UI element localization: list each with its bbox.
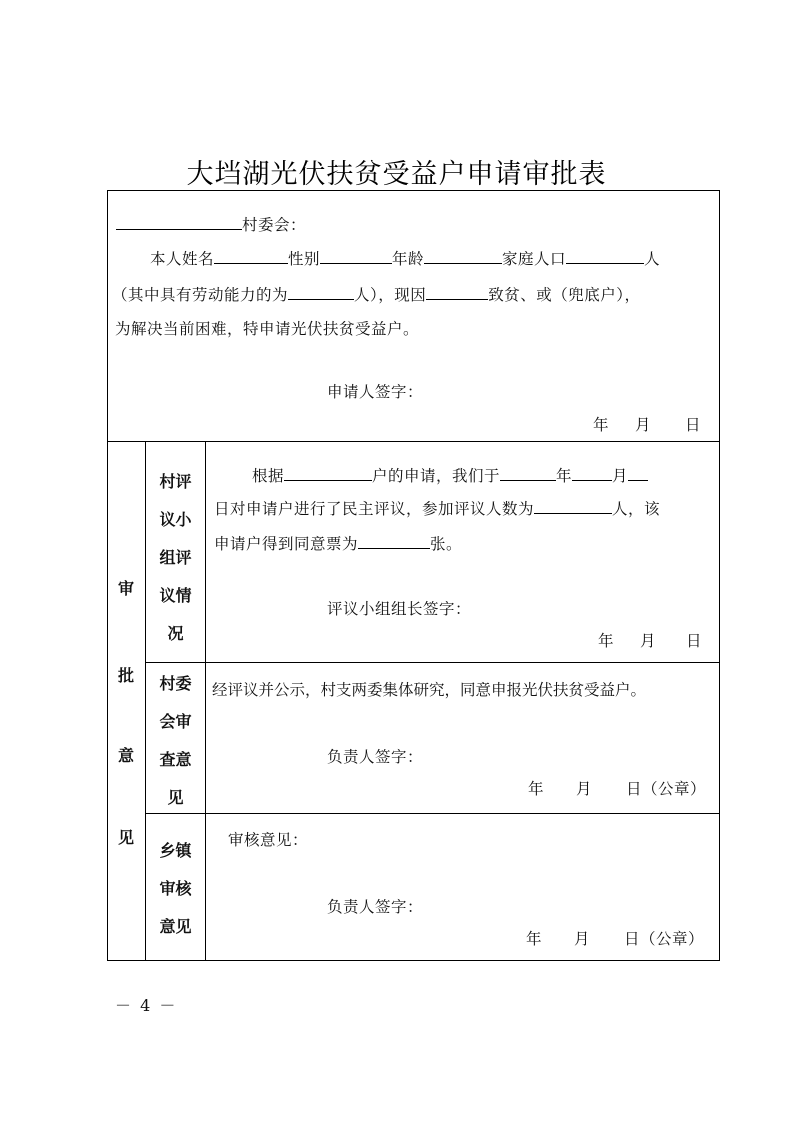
page-title: 大垱湖光伏扶贫受益户申请审批表 bbox=[186, 159, 607, 190]
date-month: 月 bbox=[574, 930, 591, 948]
committee-review-label-1: 村委 bbox=[159, 674, 192, 693]
purpose-line: 为解决当前困难，特申请光伏扶贫受益户。 bbox=[115, 320, 420, 338]
labor-suffix: 致贫、或（兜底户）， bbox=[488, 286, 641, 304]
participants-blank[interactable] bbox=[534, 500, 612, 514]
review-month: 月 bbox=[612, 467, 629, 485]
divider-col-2 bbox=[205, 441, 206, 961]
date-day: 日 bbox=[685, 416, 702, 434]
review-month-blank[interactable] bbox=[572, 467, 612, 481]
application-date bbox=[593, 416, 701, 434]
divider-application bbox=[107, 441, 720, 442]
approval-side-label-4: 见 bbox=[117, 828, 134, 847]
review-year: 年 bbox=[556, 467, 573, 485]
gender-blank[interactable] bbox=[320, 250, 392, 264]
household-label: 家庭人口 bbox=[502, 250, 567, 268]
age-blank[interactable] bbox=[424, 250, 502, 264]
divider-committee-township bbox=[145, 813, 720, 814]
village-review-line2 bbox=[214, 500, 660, 518]
committee-review-date bbox=[528, 780, 706, 798]
labor-prefix: （其中具有劳动能力的为 bbox=[112, 286, 289, 304]
committee-review-label bbox=[146, 665, 205, 817]
village-review-date bbox=[598, 632, 702, 650]
labor-mid: 人），现因 bbox=[354, 286, 427, 304]
date-day: 日 bbox=[686, 632, 703, 650]
review-prefix: 根据 bbox=[252, 467, 285, 485]
labor-count-blank[interactable] bbox=[288, 286, 354, 300]
township-review-label bbox=[146, 832, 205, 946]
date-month: 月 bbox=[640, 632, 657, 650]
village-review-label-1: 村评 bbox=[159, 472, 192, 491]
review-day-blank[interactable] bbox=[628, 467, 648, 481]
township-review-label-2: 审核 bbox=[159, 879, 192, 898]
votes-blank[interactable] bbox=[358, 535, 430, 549]
poverty-reason-blank[interactable] bbox=[426, 286, 488, 300]
date-year: 年 bbox=[528, 780, 545, 798]
table-border-right bbox=[719, 190, 720, 961]
group-leader-signature-label: 评议小组组长签字： bbox=[327, 600, 472, 618]
name-label: 本人姓名 bbox=[150, 250, 215, 268]
review-line2-prefix: 日对申请户进行了民主评议，参加评议人数为 bbox=[214, 500, 535, 518]
committee-review-label-3: 查意 bbox=[159, 750, 192, 769]
township-review-label-1: 乡镇 bbox=[159, 841, 192, 860]
labor-line bbox=[112, 286, 641, 304]
approval-side-label-3: 意 bbox=[117, 746, 134, 765]
village-review-line3 bbox=[214, 535, 462, 553]
village-review-label bbox=[146, 463, 205, 653]
approval-side-label-2: 批 bbox=[117, 666, 134, 685]
applicant-signature-label: 申请人签字： bbox=[327, 383, 424, 401]
age-label: 年龄 bbox=[392, 250, 425, 268]
divider-village-committee bbox=[145, 662, 720, 663]
name-blank[interactable] bbox=[214, 250, 288, 264]
date-month: 月 bbox=[576, 780, 593, 798]
table-border-left bbox=[107, 190, 108, 961]
date-day-seal: 日（公章） bbox=[624, 930, 705, 948]
committee-signature-label: 负责人签字： bbox=[327, 748, 424, 766]
table-border-top bbox=[107, 190, 720, 191]
village-review-label-2: 议小 bbox=[159, 510, 192, 529]
township-review-text: 审核意见： bbox=[228, 831, 309, 849]
approval-side-label-1: 审 bbox=[117, 579, 134, 598]
village-suffix: 村委会： bbox=[242, 216, 307, 234]
gender-label: 性别 bbox=[288, 250, 321, 268]
date-year: 年 bbox=[598, 632, 615, 650]
review-line3-suffix: 张。 bbox=[430, 535, 463, 553]
village-review-label-5: 况 bbox=[167, 624, 184, 643]
committee-review-label-2: 会审 bbox=[159, 712, 192, 731]
review-mid: 户的申请，我们于 bbox=[372, 467, 501, 485]
village-review-label-4: 议情 bbox=[159, 586, 192, 605]
village-line bbox=[116, 216, 306, 234]
township-review-label-3: 意见 bbox=[159, 917, 192, 936]
household-name-blank[interactable] bbox=[284, 467, 372, 481]
date-year: 年 bbox=[593, 416, 610, 434]
date-day-seal: 日（公章） bbox=[626, 780, 707, 798]
person-unit: 人 bbox=[644, 250, 661, 268]
village-review-line1 bbox=[252, 467, 648, 485]
review-line2-suffix: 人，该 bbox=[612, 500, 661, 518]
personal-info-line bbox=[150, 250, 660, 268]
date-month: 月 bbox=[635, 416, 652, 434]
review-line3-prefix: 申请户得到同意票为 bbox=[214, 535, 359, 553]
village-review-label-3: 组评 bbox=[159, 548, 192, 567]
table-border-bottom bbox=[107, 960, 720, 961]
household-blank[interactable] bbox=[566, 250, 644, 264]
committee-review-label-4: 见 bbox=[167, 788, 184, 807]
committee-review-text: 经评议并公示，村支两委集体研究，同意申报光伏扶贫受益户。 bbox=[212, 681, 647, 699]
page-number: － 4 － bbox=[115, 996, 178, 1015]
village-name-blank[interactable] bbox=[116, 216, 242, 230]
review-year-blank[interactable] bbox=[500, 467, 556, 481]
township-signature-label: 负责人签字： bbox=[327, 898, 424, 916]
date-year: 年 bbox=[526, 930, 543, 948]
township-review-date bbox=[526, 930, 704, 948]
